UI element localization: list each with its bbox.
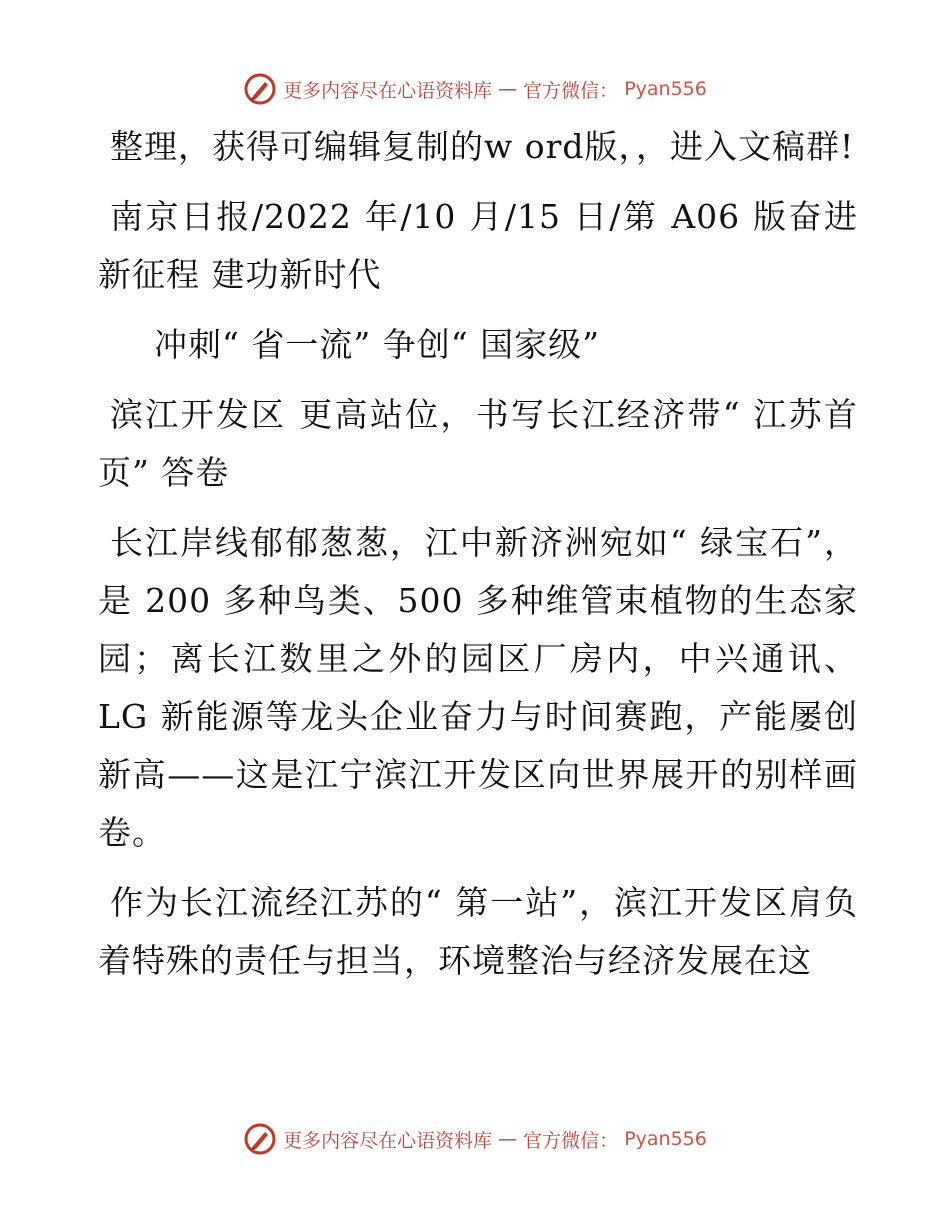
banner-account: Pyan556 (624, 78, 707, 100)
paragraph-subtitle: 冲刺“ 省一流” 争创“ 国家级” (154, 325, 600, 364)
banner-wechat-label: 官方微信： (523, 1129, 619, 1152)
red-pen-logo-icon (243, 1122, 277, 1156)
banner-text: 更多内容尽在心语资料库 (283, 1129, 493, 1152)
paragraph-source: 南京日报/2022 年/10 月/15 日/第 A06 版奋进新征程 建功新时代 (98, 197, 858, 294)
banner-separator: — (498, 78, 518, 100)
banner-account: Pyan556 (624, 1128, 707, 1150)
banner-wechat-label: 官方微信： (523, 79, 619, 102)
header-banner (0, 72, 950, 106)
banner-separator: — (498, 1128, 518, 1150)
paragraph-body-2: 作为长江流经江苏的“ 第一站”，滨江开发区肩负着特殊的责任与担当，环境整治与经济发展在这 (98, 883, 858, 980)
document-body (98, 118, 858, 1002)
paragraph-body-1: 长江岸线郁郁葱葱，江中新济洲宛如“ 绿宝石”，是 200 多种鸟类、500 多种维管束植物的生态家园；离长江数里之外的园区厂房内，中兴通讯、LG 新能源等龙头企业奋力与时间赛跑，产能屡创新高——这是江宁滨江开发区向世界展开的别样画卷。 (98, 523, 858, 852)
paragraph-headline: 滨江开发区 更高站位，书写长江经济带“ 江苏首页” 答卷 (98, 395, 858, 492)
paragraph-intro: 整理，获得可编辑复制的w ord版，，进入文稿群! (110, 127, 855, 166)
footer-banner (0, 1122, 950, 1156)
red-pen-logo-icon (243, 72, 277, 106)
banner-text: 更多内容尽在心语资料库 (283, 79, 493, 102)
